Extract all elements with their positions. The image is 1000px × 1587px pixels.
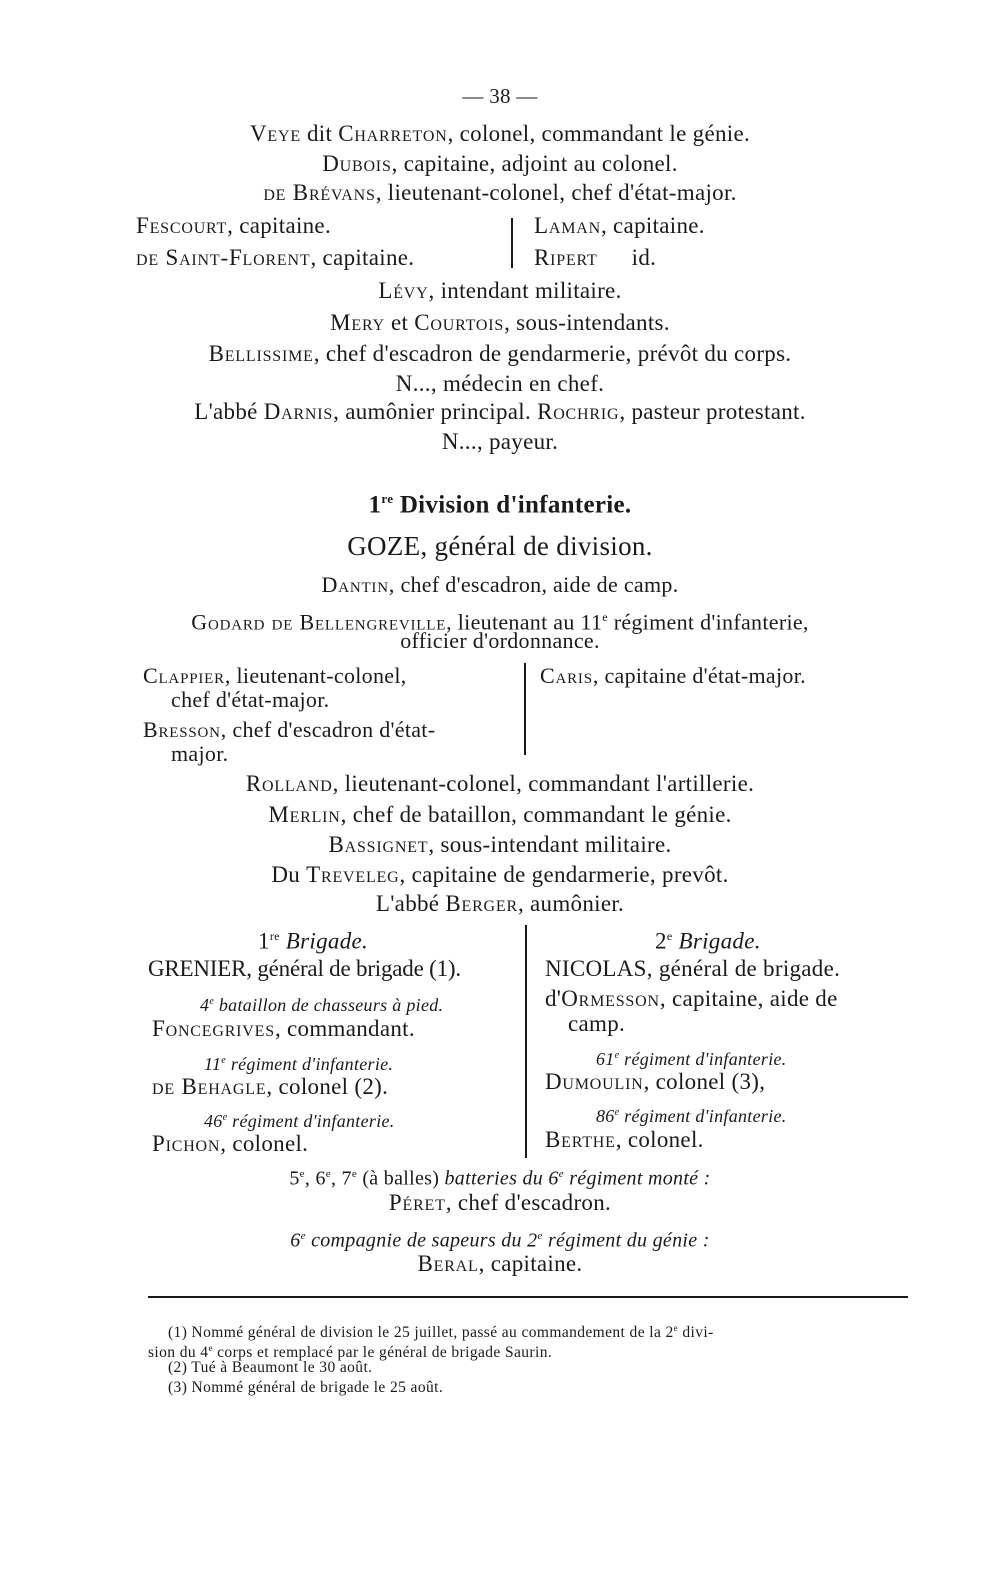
footnote-2: (2) Tué à Beaumont le 30 août. [168,1359,373,1376]
staff-line-laman: Laman, capitaine. [534,213,705,238]
brigade2-berthe: Berthe, colonel. [545,1127,704,1152]
staff-line-brevans: de Brévans, lieutenant-colonel, chef d'état-major. [263,180,737,205]
brigade2-ormesson: d'Ormesson, capitaine, aide de [545,986,838,1011]
staff-line-darnis: L'abbé Darnis, aumônier principal. Rochrig, pasteur protestant. [194,399,806,424]
page-number: — 38 — [462,84,538,108]
division-line-bassignet: Bassignet, sous-intendant militaire. [328,832,672,857]
division-line-caris: Caris, capitaine d'état-major. [540,663,806,688]
staff-line-mery: Mery et Courtois, sous-intendants. [330,310,670,335]
division-line-berger: L'abbé Berger, aumônier. [375,891,625,916]
brigade2-title: 2e Brigade. [655,928,761,954]
column-divider [511,218,513,268]
division-line-dantin: Dantin, chef d'escadron, aide de camp. [321,572,679,597]
division-line-bresson: Bresson, chef d'escadron d'état- [143,717,436,742]
division-line-bresson-2: major. [171,741,229,766]
brigade2-reg86: 86e régiment d'infanterie. [596,1106,787,1126]
division-heading: 1re Division d'infanterie. [368,491,632,519]
staff-line-fescourt: Fescourt, capitaine. [136,213,331,238]
column-divider [524,663,526,755]
footnote-3: (3) Nommé général de brigade le 25 août. [168,1379,444,1396]
staff-line-medecin: N..., médecin en chef. [395,371,605,396]
brigade2-dumoulin: Dumoulin, colonel (3), [545,1069,766,1094]
brigade2-reg61: 61e régiment d'infanterie. [596,1049,787,1069]
artillery-beral: Beral, capitaine. [417,1251,583,1276]
footnote-1-cont: sion du 4e corps et remplacé par le général de brigade Saurin. [148,1343,553,1362]
division-line-godard-2: officier d'ordonnance. [400,628,600,653]
division-line-clappier-2: chef d'état-major. [171,687,330,712]
division-line-godard: Godard de Bellengreville, lieutenant au 11e régiment d'infanterie, [191,609,809,635]
staff-line-veye: Veye dit Charreton, colonel, commandant le génie. [249,121,751,146]
staff-line-saint-florent: de Saint-Florent, capitaine. [136,245,415,270]
brigade1-general: GRENIER, général de brigade (1). [148,956,461,981]
artillery-sapeurs: 6e compagnie de sapeurs du 2e régiment du génie : [290,1229,710,1252]
brigade1-pichon: Pichon, colonel. [152,1131,309,1156]
footnote-1: (1) Nommé général de division le 25 juillet, passé au commandement de la 2e divi- [168,1323,714,1342]
artillery-batteries: 5e, 6e, 7e (à balles) batteries du 6e régiment monté : [289,1167,711,1190]
artillery-peret: Péret, chef d'escadron. [388,1190,612,1215]
brigade1-reg11: 11e régiment d'infanterie. [204,1054,394,1074]
staff-line-bellissime: Bellissime, chef d'escadron de gendarmerie, prévôt du corps. [208,341,792,366]
staff-line-dubois: Dubois, capitaine, adjoint au colonel. [322,151,678,176]
division-line-rolland: Rolland, lieutenant-colonel, commandant l'artillerie. [245,771,755,796]
division-line-merlin: Merlin, chef de bataillon, commandant le génie. [268,802,732,827]
brigade1-behagle: de Behagle, colonel (2). [152,1074,389,1099]
brigade1-title: 1re Brigade. [258,928,369,954]
footnote-rule [148,1296,908,1298]
staff-line-levy: Lévy, intendant militaire. [378,278,622,303]
brigade2-ormesson-2: camp. [568,1011,626,1036]
staff-line-payeur: N..., payeur. [441,429,559,454]
brigade1-foncegrives: Foncegrives, commandant. [152,1016,415,1041]
column-divider [525,925,527,1158]
brigade1-reg46: 46e régiment d'infanterie. [204,1111,395,1131]
division-line-clappier: Clappier, lieutenant-colonel, [143,663,407,688]
division-line-treveleg: Du Treveleg, capitaine de gendarmerie, prevôt. [271,862,729,887]
brigade1-bataillon: 4e bataillon de chasseurs à pied. [200,995,444,1015]
brigade2-general: NICOLAS, général de brigade. [545,956,841,981]
division-commander: GOZE, général de division. [347,531,653,561]
staff-line-ripert: Ripert id. [534,245,657,270]
